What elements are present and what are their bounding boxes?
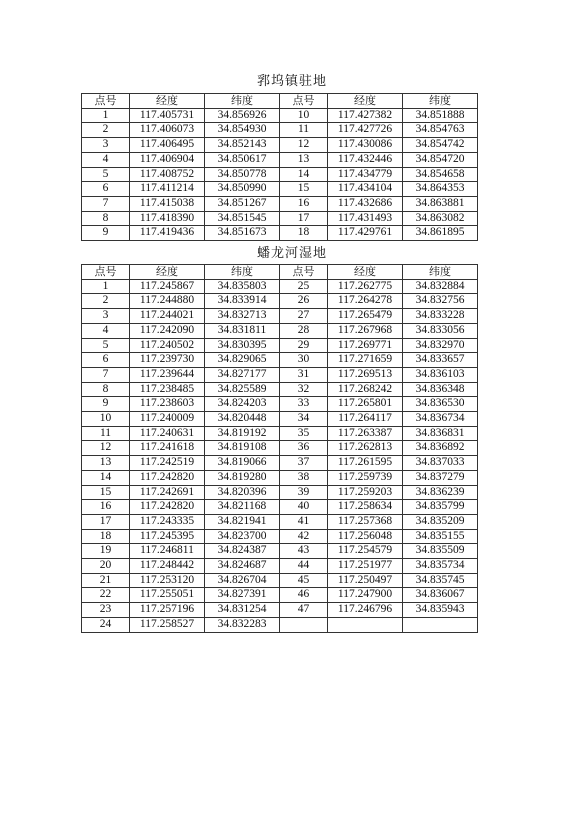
longitude-cell: 117.246811 [130, 544, 205, 559]
point-no-cell: 3 [82, 138, 130, 153]
latitude-cell: 34.837279 [403, 470, 478, 485]
table-row [82, 588, 478, 603]
longitude-cell: 117.406495 [130, 138, 205, 153]
longitude-cell: 117.259739 [328, 470, 403, 485]
latitude-cell: 34.829065 [205, 353, 280, 368]
latitude-cell: 34.824203 [205, 397, 280, 412]
point-no-cell: 31 [280, 367, 328, 382]
longitude-cell: 117.239730 [130, 353, 205, 368]
point-no-cell: 11 [280, 123, 328, 138]
table-row [82, 138, 478, 153]
longitude-cell: 117.262775 [328, 279, 403, 294]
header-point-no: 点号 [280, 94, 328, 109]
table-row [82, 152, 478, 167]
point-no-cell: 16 [280, 196, 328, 211]
latitude-cell: 34.863082 [403, 211, 478, 226]
longitude-cell: 117.242820 [130, 500, 205, 515]
longitude-cell: 117.257368 [328, 514, 403, 529]
header-point-no: 点号 [280, 265, 328, 280]
latitude-cell: 34.835745 [403, 573, 478, 588]
longitude-cell: 117.240009 [130, 412, 205, 427]
latitude-cell: 34.819066 [205, 456, 280, 471]
longitude-cell: 117.411214 [130, 182, 205, 197]
table-row [82, 167, 478, 182]
point-no-cell: 13 [82, 456, 130, 471]
longitude-cell: 117.418390 [130, 211, 205, 226]
longitude-cell: 117.258634 [328, 500, 403, 515]
longitude-cell: 117.264278 [328, 294, 403, 309]
longitude-cell: 117.406904 [130, 152, 205, 167]
latitude-cell: 34.833228 [403, 309, 478, 324]
table-row [82, 397, 478, 412]
header-longitude: 经度 [328, 94, 403, 109]
longitude-cell [328, 617, 403, 632]
latitude-cell: 34.831811 [205, 323, 280, 338]
longitude-cell: 117.427382 [328, 108, 403, 123]
section-title-2: 蟠龙河湿地 [256, 246, 327, 261]
coordinate-table-2 [81, 264, 478, 633]
point-no-cell: 15 [82, 485, 130, 500]
latitude-cell: 34.850617 [205, 152, 280, 167]
latitude-cell: 34.864353 [403, 182, 478, 197]
longitude-cell: 117.434104 [328, 182, 403, 197]
latitude-cell: 34.836103 [403, 367, 478, 382]
table-row [82, 456, 478, 471]
point-no-cell: 13 [280, 152, 328, 167]
latitude-cell: 34.861895 [403, 226, 478, 241]
point-no-cell: 20 [82, 559, 130, 574]
longitude-cell: 117.264117 [328, 412, 403, 427]
point-no-cell: 21 [82, 573, 130, 588]
point-no-cell: 5 [82, 167, 130, 182]
latitude-cell: 34.854720 [403, 152, 478, 167]
latitude-cell: 34.826704 [205, 573, 280, 588]
longitude-cell: 117.419436 [130, 226, 205, 241]
point-no-cell: 8 [82, 382, 130, 397]
latitude-cell: 34.821941 [205, 514, 280, 529]
longitude-cell: 117.242090 [130, 323, 205, 338]
point-no-cell: 29 [280, 338, 328, 353]
table-row [82, 470, 478, 485]
latitude-cell: 34.830395 [205, 338, 280, 353]
latitude-cell: 34.835209 [403, 514, 478, 529]
point-no-cell: 32 [280, 382, 328, 397]
latitude-cell: 34.837033 [403, 456, 478, 471]
latitude-cell: 34.827391 [205, 588, 280, 603]
point-no-cell: 17 [280, 211, 328, 226]
table-row [82, 279, 478, 294]
longitude-cell: 117.253120 [130, 573, 205, 588]
latitude-cell: 34.833657 [403, 353, 478, 368]
longitude-cell: 117.245395 [130, 529, 205, 544]
longitude-cell: 117.244880 [130, 294, 205, 309]
point-no-cell: 2 [82, 123, 130, 138]
point-no-cell: 9 [82, 397, 130, 412]
point-no-cell: 18 [82, 529, 130, 544]
point-no-cell: 12 [82, 441, 130, 456]
longitude-cell: 117.432446 [328, 152, 403, 167]
point-no-cell: 6 [82, 353, 130, 368]
latitude-cell: 34.851545 [205, 211, 280, 226]
latitude-cell: 34.824687 [205, 559, 280, 574]
latitude-cell: 34.836892 [403, 441, 478, 456]
point-no-cell: 1 [82, 108, 130, 123]
point-no-cell: 30 [280, 353, 328, 368]
latitude-cell: 34.854763 [403, 123, 478, 138]
point-no-cell: 44 [280, 559, 328, 574]
latitude-cell: 34.835943 [403, 603, 478, 618]
point-no-cell: 45 [280, 573, 328, 588]
latitude-cell: 34.835803 [205, 279, 280, 294]
point-no-cell: 47 [280, 603, 328, 618]
header-point-no: 点号 [82, 94, 130, 109]
latitude-cell: 34.823700 [205, 529, 280, 544]
point-no-cell: 26 [280, 294, 328, 309]
longitude-cell: 117.262813 [328, 441, 403, 456]
latitude-cell: 34.854658 [403, 167, 478, 182]
latitude-cell: 34.836734 [403, 412, 478, 427]
latitude-cell: 34.836831 [403, 426, 478, 441]
point-no-cell: 9 [82, 226, 130, 241]
table-row [82, 309, 478, 324]
longitude-cell: 117.238603 [130, 397, 205, 412]
point-no-cell: 25 [280, 279, 328, 294]
table-row [82, 617, 478, 632]
table-row [82, 412, 478, 427]
latitude-cell: 34.835734 [403, 559, 478, 574]
longitude-cell: 117.241618 [130, 441, 205, 456]
point-no-cell [280, 617, 328, 632]
point-no-cell: 5 [82, 338, 130, 353]
latitude-cell: 34.836348 [403, 382, 478, 397]
table-row [82, 323, 478, 338]
latitude-cell: 34.833914 [205, 294, 280, 309]
table-row [82, 485, 478, 500]
latitude-cell: 34.821168 [205, 500, 280, 515]
latitude-cell [403, 617, 478, 632]
point-no-cell: 37 [280, 456, 328, 471]
latitude-cell: 34.819192 [205, 426, 280, 441]
point-no-cell: 15 [280, 182, 328, 197]
longitude-cell: 117.242691 [130, 485, 205, 500]
table-row [82, 353, 478, 368]
latitude-cell: 34.850990 [205, 182, 280, 197]
longitude-cell: 117.258527 [130, 617, 205, 632]
longitude-cell: 117.248442 [130, 559, 205, 574]
longitude-cell: 117.259203 [328, 485, 403, 500]
point-no-cell: 41 [280, 514, 328, 529]
longitude-cell: 117.408752 [130, 167, 205, 182]
longitude-cell: 117.238485 [130, 382, 205, 397]
latitude-cell: 34.820448 [205, 412, 280, 427]
longitude-cell: 117.244021 [130, 309, 205, 324]
longitude-cell: 117.405731 [130, 108, 205, 123]
longitude-cell: 117.429761 [328, 226, 403, 241]
latitude-cell: 34.851673 [205, 226, 280, 241]
point-no-cell: 22 [82, 588, 130, 603]
point-no-cell: 7 [82, 367, 130, 382]
latitude-cell: 34.831254 [205, 603, 280, 618]
longitude-cell: 117.265479 [328, 309, 403, 324]
point-no-cell: 40 [280, 500, 328, 515]
table-row [82, 544, 478, 559]
point-no-cell: 10 [82, 412, 130, 427]
longitude-cell: 117.243335 [130, 514, 205, 529]
longitude-cell: 117.240631 [130, 426, 205, 441]
header-latitude: 纬度 [205, 94, 280, 109]
point-no-cell: 33 [280, 397, 328, 412]
point-no-cell: 6 [82, 182, 130, 197]
latitude-cell: 34.825589 [205, 382, 280, 397]
longitude-cell: 117.255051 [130, 588, 205, 603]
point-no-cell: 3 [82, 309, 130, 324]
point-no-cell: 24 [82, 617, 130, 632]
latitude-cell: 34.850778 [205, 167, 280, 182]
table-row [82, 211, 478, 226]
point-no-cell: 1 [82, 279, 130, 294]
table-row [82, 123, 478, 138]
latitude-cell: 34.832756 [403, 294, 478, 309]
header-latitude: 纬度 [205, 265, 280, 280]
latitude-cell: 34.856926 [205, 108, 280, 123]
latitude-cell: 34.832713 [205, 309, 280, 324]
latitude-cell: 34.832970 [403, 338, 478, 353]
latitude-cell: 34.835799 [403, 500, 478, 515]
point-no-cell: 18 [280, 226, 328, 241]
table-row [82, 382, 478, 397]
point-no-cell: 2 [82, 294, 130, 309]
point-no-cell: 36 [280, 441, 328, 456]
header-longitude: 经度 [328, 265, 403, 280]
point-no-cell: 14 [280, 167, 328, 182]
longitude-cell: 117.269771 [328, 338, 403, 353]
longitude-cell: 117.263387 [328, 426, 403, 441]
longitude-cell: 117.271659 [328, 353, 403, 368]
longitude-cell: 117.406073 [130, 123, 205, 138]
point-no-cell: 10 [280, 108, 328, 123]
table-body-2 [82, 279, 478, 632]
point-no-cell: 38 [280, 470, 328, 485]
longitude-cell: 117.415038 [130, 196, 205, 211]
table-row [82, 514, 478, 529]
latitude-cell: 34.832283 [205, 617, 280, 632]
point-no-cell: 43 [280, 544, 328, 559]
point-no-cell: 16 [82, 500, 130, 515]
table-row [82, 196, 478, 211]
longitude-cell: 117.247900 [328, 588, 403, 603]
latitude-cell: 34.832884 [403, 279, 478, 294]
header-latitude: 纬度 [403, 94, 478, 109]
table-row [82, 182, 478, 197]
table-row [82, 108, 478, 123]
longitude-cell: 117.257196 [130, 603, 205, 618]
table-row [82, 603, 478, 618]
point-no-cell: 11 [82, 426, 130, 441]
longitude-cell: 117.240502 [130, 338, 205, 353]
point-no-cell: 28 [280, 323, 328, 338]
latitude-cell: 34.819280 [205, 470, 280, 485]
point-no-cell: 34 [280, 412, 328, 427]
longitude-cell: 117.239644 [130, 367, 205, 382]
point-no-cell: 42 [280, 529, 328, 544]
longitude-cell: 117.269513 [328, 367, 403, 382]
latitude-cell: 34.852143 [205, 138, 280, 153]
latitude-cell: 34.836530 [403, 397, 478, 412]
point-no-cell: 19 [82, 544, 130, 559]
point-no-cell: 23 [82, 603, 130, 618]
section-title-1: 郛坞镇驻地 [256, 74, 327, 89]
coordinate-table-1 [81, 93, 478, 241]
point-no-cell: 35 [280, 426, 328, 441]
header-point-no: 点号 [82, 265, 130, 280]
longitude-cell: 117.242820 [130, 470, 205, 485]
longitude-cell: 117.250497 [328, 573, 403, 588]
longitude-cell: 117.265801 [328, 397, 403, 412]
header-longitude: 经度 [130, 94, 205, 109]
table-row [82, 559, 478, 574]
point-no-cell: 4 [82, 152, 130, 167]
table-row [82, 226, 478, 241]
table-header-row [82, 94, 478, 109]
longitude-cell: 117.268242 [328, 382, 403, 397]
table-row [82, 573, 478, 588]
longitude-cell: 117.256048 [328, 529, 403, 544]
latitude-cell: 34.835155 [403, 529, 478, 544]
latitude-cell: 34.827177 [205, 367, 280, 382]
point-no-cell: 8 [82, 211, 130, 226]
table-row [82, 367, 478, 382]
table-row [82, 441, 478, 456]
latitude-cell: 34.835509 [403, 544, 478, 559]
latitude-cell: 34.833056 [403, 323, 478, 338]
table-row [82, 529, 478, 544]
latitude-cell: 34.824387 [205, 544, 280, 559]
latitude-cell: 34.820396 [205, 485, 280, 500]
table-body-1 [82, 108, 478, 240]
header-latitude: 纬度 [403, 265, 478, 280]
point-no-cell: 17 [82, 514, 130, 529]
point-no-cell: 46 [280, 588, 328, 603]
latitude-cell: 34.851888 [403, 108, 478, 123]
table-row [82, 338, 478, 353]
longitude-cell: 117.246796 [328, 603, 403, 618]
latitude-cell: 34.819108 [205, 441, 280, 456]
latitude-cell: 34.854930 [205, 123, 280, 138]
point-no-cell: 27 [280, 309, 328, 324]
latitude-cell: 34.836239 [403, 485, 478, 500]
point-no-cell: 12 [280, 138, 328, 153]
longitude-cell: 117.434779 [328, 167, 403, 182]
longitude-cell: 117.242519 [130, 456, 205, 471]
longitude-cell: 117.261595 [328, 456, 403, 471]
table-header-row [82, 265, 478, 280]
table-row [82, 500, 478, 515]
longitude-cell: 117.251977 [328, 559, 403, 574]
longitude-cell: 117.245867 [130, 279, 205, 294]
longitude-cell: 117.254579 [328, 544, 403, 559]
longitude-cell: 117.267968 [328, 323, 403, 338]
table-row [82, 294, 478, 309]
longitude-cell: 117.431493 [328, 211, 403, 226]
longitude-cell: 117.430086 [328, 138, 403, 153]
latitude-cell: 34.836067 [403, 588, 478, 603]
point-no-cell: 14 [82, 470, 130, 485]
latitude-cell: 34.863881 [403, 196, 478, 211]
longitude-cell: 117.427726 [328, 123, 403, 138]
table-row [82, 426, 478, 441]
latitude-cell: 34.851267 [205, 196, 280, 211]
point-no-cell: 39 [280, 485, 328, 500]
point-no-cell: 7 [82, 196, 130, 211]
longitude-cell: 117.432686 [328, 196, 403, 211]
latitude-cell: 34.854742 [403, 138, 478, 153]
header-longitude: 经度 [130, 265, 205, 280]
point-no-cell: 4 [82, 323, 130, 338]
